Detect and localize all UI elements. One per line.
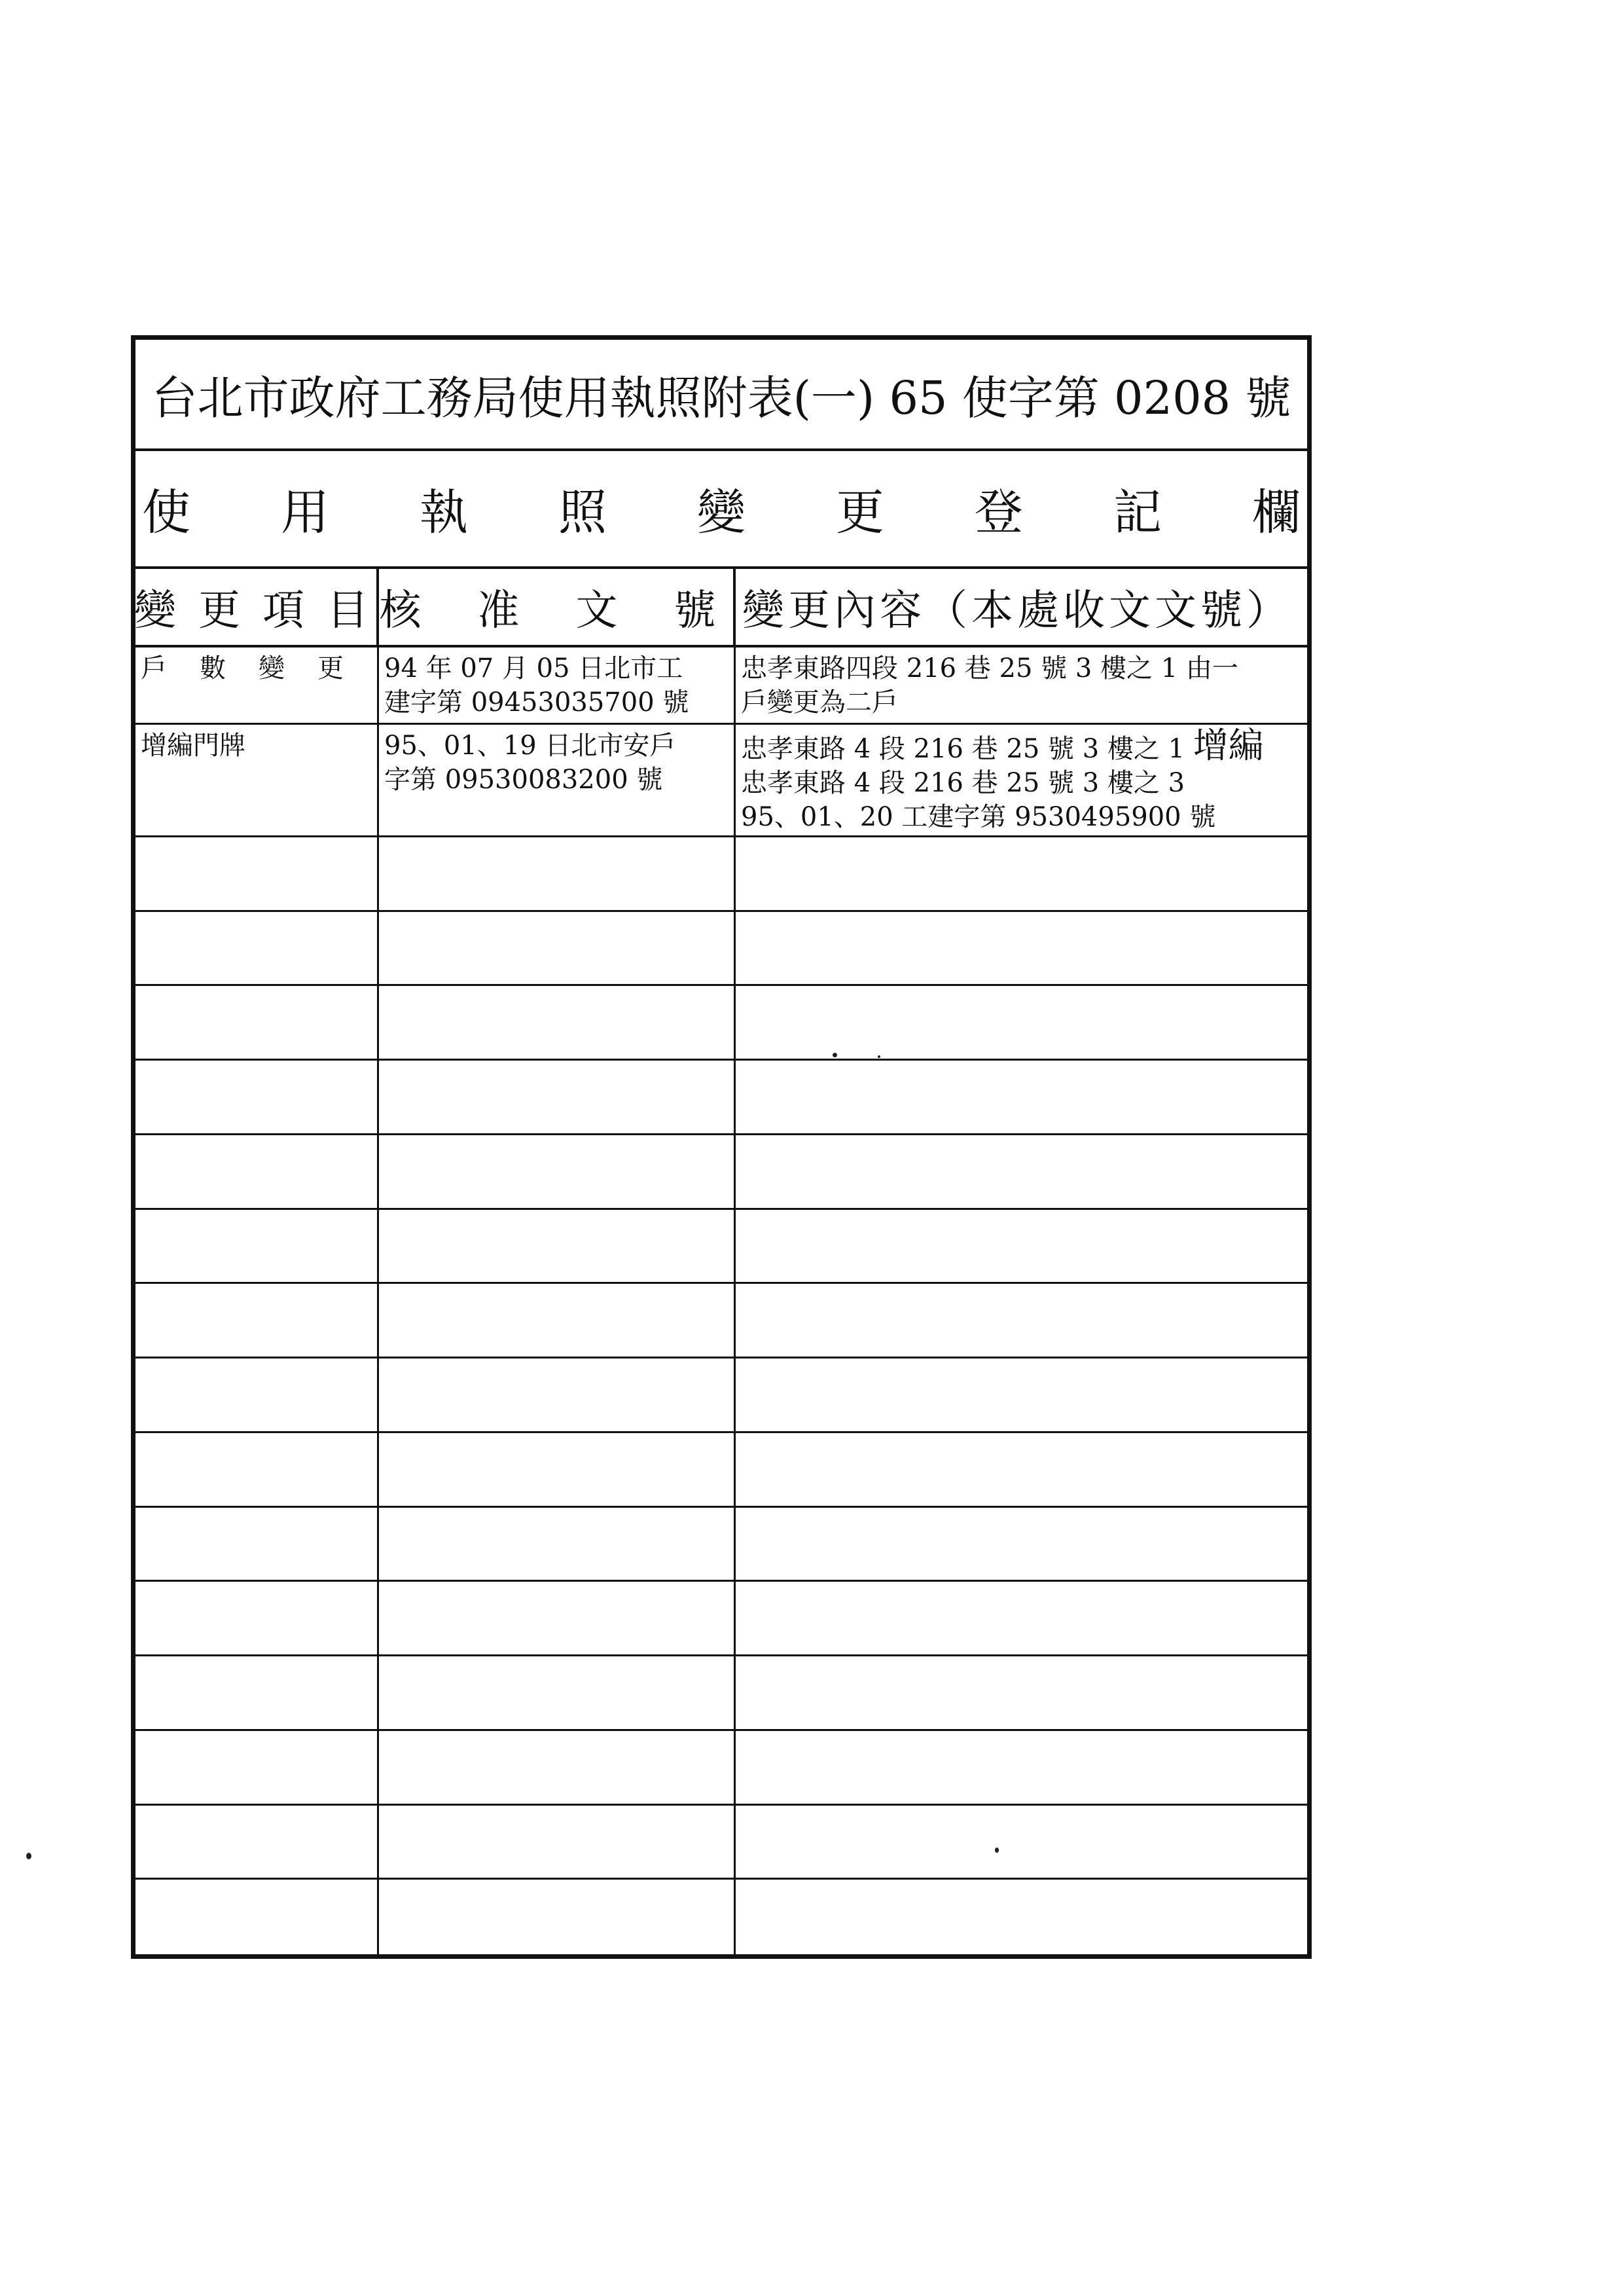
empty-cell <box>736 1210 1307 1283</box>
register-rows <box>135 647 1307 1954</box>
empty-cell <box>135 986 379 1059</box>
empty-cell <box>379 986 736 1059</box>
empty-cell <box>379 1358 736 1431</box>
table-row <box>135 647 1307 725</box>
empty-cell <box>736 1880 1307 1954</box>
empty-cell <box>135 1582 379 1654</box>
empty-table-row <box>135 1880 1307 1954</box>
empty-cell <box>135 1656 379 1729</box>
empty-cell <box>379 1806 736 1878</box>
handwritten-annotation: 增編 <box>1193 725 1264 766</box>
empty-cell <box>736 1656 1307 1729</box>
approval-line: 字第 09530083200 號 <box>384 765 663 795</box>
empty-cell <box>135 837 379 910</box>
empty-cell <box>379 1508 736 1580</box>
empty-table-row <box>135 1582 1307 1656</box>
content-line: 95、01、20 工建字第 9530495900 號 <box>741 802 1216 832</box>
usage-license-form <box>131 335 1391 1959</box>
empty-cell <box>135 1731 379 1804</box>
empty-table-row <box>135 837 1307 912</box>
empty-cell <box>736 1433 1307 1506</box>
empty-cell <box>135 1210 379 1283</box>
empty-cell <box>379 1061 736 1133</box>
empty-table-row <box>135 1135 1307 1210</box>
form-title: 台北市政府工務局使用執照附表(一) 65 使字第 0208 號 <box>135 340 1307 451</box>
empty-cell <box>736 1806 1307 1878</box>
form-subtitle: 使用執照變更登記欄 <box>135 451 1307 569</box>
empty-cell <box>736 1582 1307 1654</box>
empty-table-row <box>135 1731 1307 1806</box>
empty-cell <box>379 1656 736 1729</box>
content-cell <box>736 647 1307 723</box>
item-cell <box>135 725 379 835</box>
empty-cell <box>736 1358 1307 1431</box>
approval-line: 95、01、19 日北市安戶 <box>384 731 676 761</box>
approval-cell <box>379 647 736 723</box>
empty-cell <box>135 1508 379 1580</box>
empty-table-row <box>135 912 1307 987</box>
empty-cell <box>135 912 379 985</box>
empty-cell <box>736 1508 1307 1580</box>
empty-table-row <box>135 1358 1307 1433</box>
scan-speck <box>995 1848 999 1853</box>
item-text: 增編門牌 <box>141 731 245 761</box>
empty-cell <box>379 1880 736 1954</box>
empty-cell <box>736 986 1307 1059</box>
header-change-item: 變更項目 <box>135 569 379 647</box>
content-text: 忠孝東路 4 段 216 巷 25 號 3 樓之 1 <box>741 734 1185 764</box>
header-approval-number: 核准文號 <box>379 569 736 647</box>
empty-cell <box>379 1210 736 1283</box>
empty-cell <box>736 1061 1307 1133</box>
approval-line: 94 年 07 月 05 日北市工 <box>384 653 683 683</box>
empty-cell <box>736 1135 1307 1208</box>
empty-cell <box>379 1433 736 1506</box>
empty-cell <box>379 1284 736 1357</box>
empty-cell <box>135 1806 379 1878</box>
empty-table-row <box>135 1284 1307 1358</box>
empty-table-row <box>135 1061 1307 1135</box>
empty-cell <box>379 837 736 910</box>
empty-cell <box>379 1731 736 1804</box>
empty-cell <box>135 1135 379 1208</box>
empty-cell <box>379 1135 736 1208</box>
empty-table-row <box>135 1210 1307 1285</box>
approval-line: 建字第 09453035700 號 <box>384 687 689 718</box>
empty-cell <box>736 1731 1307 1804</box>
empty-table-row <box>135 1656 1307 1731</box>
content-line <box>741 725 1302 766</box>
empty-cell <box>736 837 1307 910</box>
empty-cell <box>135 1880 379 1954</box>
approval-cell <box>379 725 736 835</box>
empty-cell <box>736 1284 1307 1357</box>
scan-speck <box>833 1053 837 1057</box>
empty-table-row <box>135 986 1307 1061</box>
empty-table-row <box>135 1433 1307 1508</box>
empty-cell <box>135 1433 379 1506</box>
empty-cell <box>379 912 736 985</box>
empty-table-row <box>135 1508 1307 1582</box>
empty-cell <box>135 1284 379 1357</box>
content-line: 戶變更為二戶 <box>741 687 898 718</box>
item-cell <box>135 647 379 723</box>
scan-speck <box>878 1055 880 1058</box>
empty-cell <box>736 912 1307 985</box>
content-line: 忠孝東路四段 216 巷 25 號 3 樓之 1 由一 <box>741 653 1238 683</box>
item-text: 戶數變更 <box>141 653 376 683</box>
empty-cell <box>135 1061 379 1133</box>
table-row <box>135 725 1307 837</box>
content-cell <box>736 725 1307 835</box>
empty-table-row <box>135 1806 1307 1880</box>
empty-cell <box>135 1358 379 1431</box>
empty-cell <box>379 1582 736 1654</box>
content-line: 忠孝東路 4 段 216 巷 25 號 3 樓之 3 <box>741 768 1185 798</box>
scan-speck <box>26 1853 31 1859</box>
header-change-content: 變更內容（本處收文文號） <box>736 569 1307 647</box>
